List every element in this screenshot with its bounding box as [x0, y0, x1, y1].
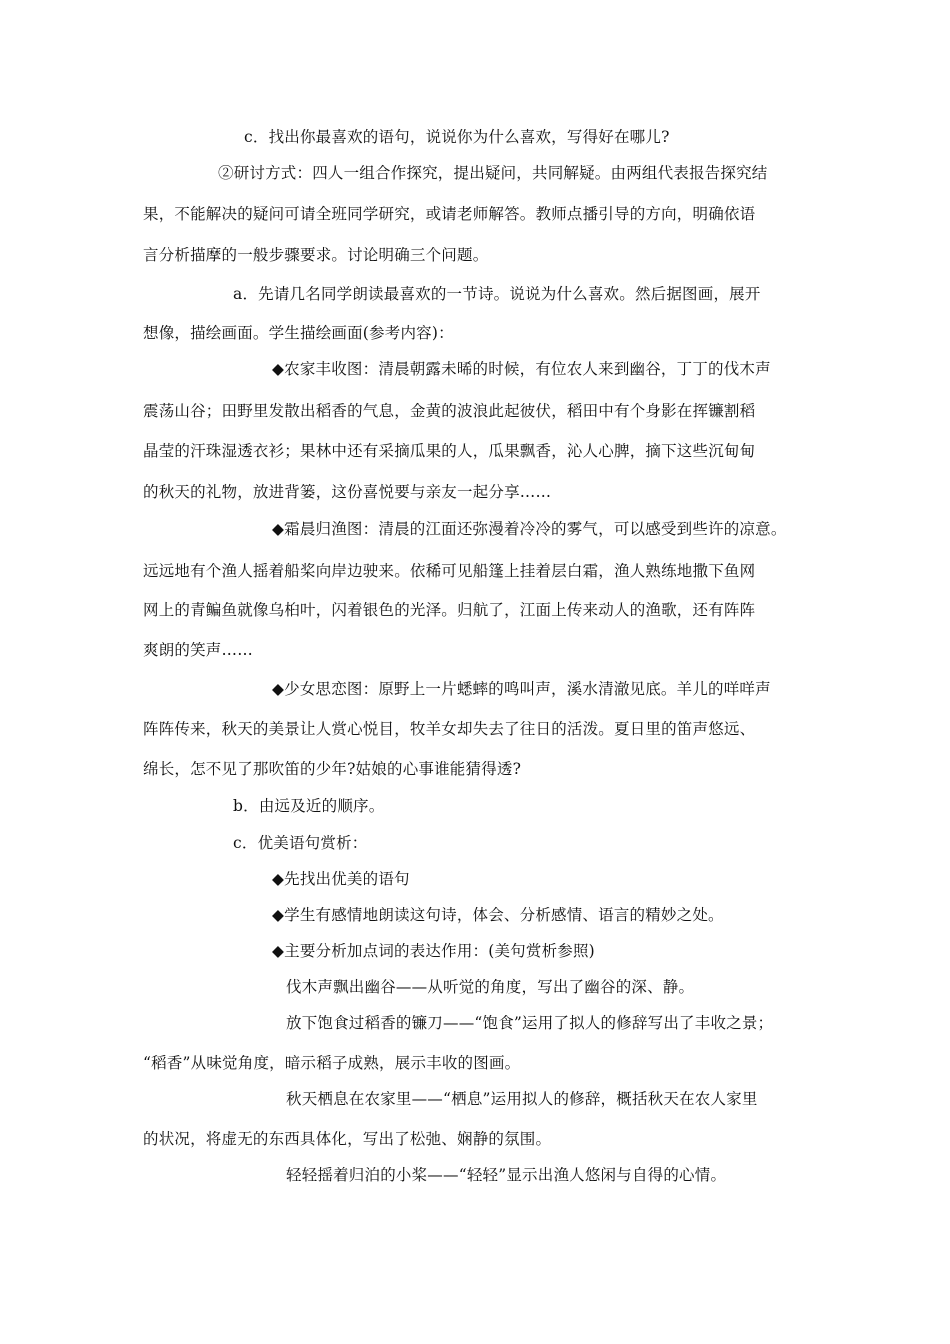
text-line-28: 轻轻摇着归泊的小桨——“轻轻”显示出渔人悠闲与自得的心情。	[286, 1166, 727, 1184]
text-line-19: c．优美语句赏析：	[233, 834, 368, 852]
text-line-13: 网上的青鳊鱼就像乌桕叶，闪着银色的光泽。归航了，江面上传来动人的渔歌，还有阵阵	[143, 601, 756, 619]
text-line-7: ◆农家丰收图：清晨朝露未晞的时候，有位农人来到幽谷，丁丁的伐木声	[272, 360, 771, 378]
text-line-5: a．先请几名同学朗读最喜欢的一节诗。说说为什么喜欢。然后据图画，展开	[233, 285, 761, 303]
text-line-2: ②研讨方式：四人一组合作探究，提出疑问，共同解疑。由两组代表报告探究结	[218, 164, 768, 182]
text-line-15: ◆少女思恋图：原野上一片蟋蟀的鸣叫声，溪水清澈见底。羊儿的咩咩声	[272, 680, 771, 698]
text-line-18: b．由远及近的顺序。	[233, 797, 385, 815]
text-line-23: 伐木声飘出幽谷——从听觉的角度，写出了幽谷的深、静。	[286, 978, 695, 996]
text-line-20: ◆先找出优美的语句	[272, 870, 410, 888]
text-line-12: 远远地有个渔人摇着船桨向岸边驶来。依稀可见船篷上挂着层白霜，渔人熟练地撒下鱼网	[143, 562, 756, 580]
text-line-9: 晶莹的汗珠湿透衣衫；果林中还有采摘瓜果的人，瓜果飘香，沁人心脾，摘下这些沉甸甸	[143, 442, 756, 460]
text-line-8: 震荡山谷；田野里发散出稻香的气息，金黄的波浪此起彼伏，稻田中有个身影在挥镰割稻	[143, 402, 756, 420]
text-line-3: 果，不能解决的疑问可请全班同学研究，或请老师解答。教师点播引导的方向，明确依语	[143, 205, 756, 223]
text-line-24: 放下饱食过稻香的镰刀——“饱食”运用了拟人的修辞写出了丰收之景；	[286, 1014, 774, 1032]
text-line-22: ◆主要分析加点词的表达作用：(美句赏析参照)	[272, 942, 595, 960]
text-line-11: ◆霜晨归渔图：清晨的江面还弥漫着冷冷的雾气，可以感受到些许的凉意。	[272, 520, 787, 538]
text-line-16: 阵阵传来，秋天的美景让人赏心悦目，牧羊女却失去了往日的活泼。夏日里的笛声悠远、	[143, 720, 756, 738]
text-line-6: 想像，描绘画面。学生描绘画面(参考内容)：	[143, 324, 454, 342]
text-line-21: ◆学生有感情地朗读这句诗，体会、分析感情、语言的精妙之处。	[272, 906, 724, 924]
text-line-27: 的状况，将虚无的东西具体化，写出了松弛、娴静的氛围。	[143, 1130, 552, 1148]
text-line-14: 爽朗的笑声……	[143, 641, 253, 659]
text-line-26: 秋天栖息在农家里——“栖息”运用拟人的修辞，概括秋天在农人家里	[286, 1090, 758, 1108]
text-line-10: 的秋天的礼物，放进背篓，这份喜悦要与亲友一起分享……	[143, 483, 552, 501]
text-line-25: “稻香”从味觉角度，暗示稻子成熟，展示丰收的图画。	[143, 1054, 521, 1072]
text-line-1: c．找出你最喜欢的语句，说说你为什么喜欢，写得好在哪儿?	[244, 128, 670, 146]
text-line-4: 言分析描摩的一般步骤要求。讨论明确三个问题。	[143, 246, 489, 264]
text-line-17: 绵长，怎不见了那吹笛的少年?姑娘的心事谁能猜得透?	[143, 760, 522, 778]
